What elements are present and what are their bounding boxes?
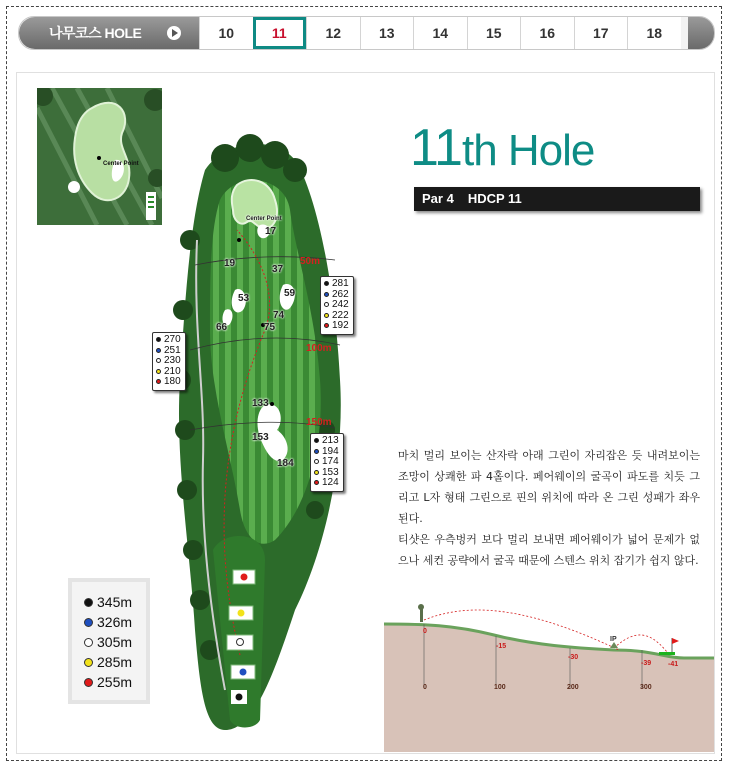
tee-color-icon <box>324 323 329 328</box>
elevation-height-label: -15 <box>496 643 507 650</box>
par-value: Par 4 <box>422 191 454 206</box>
hole-tab-10[interactable]: 10 <box>199 17 253 49</box>
elevation-height-label: -39 <box>641 660 652 667</box>
distance-mark: 153 <box>252 432 269 443</box>
hole-number: 11 <box>410 119 462 177</box>
hole-tab-12[interactable]: 12 <box>306 17 360 49</box>
ip-label: IP <box>610 636 617 643</box>
tee-color-icon <box>156 337 161 342</box>
distance-mark: 66 <box>216 322 228 333</box>
description-paragraph: 마치 멀리 보이는 산자락 아래 그린이 자리잡은 듯 내려보이는 조망이 상쾌한 파 4홀이다. 페어웨이의 굴곡이 파도를 치듯 그리고 L자 형태 그린으로 핀의 위치에 따라 온 그린 성패가 좌우된다. <box>398 449 700 525</box>
distance-mark: 133 <box>252 398 269 409</box>
yardage-value: 192 <box>332 320 349 331</box>
hole-tab-18[interactable]: 18 <box>627 17 681 49</box>
tee-color-icon <box>314 459 319 464</box>
hole-navigation <box>18 16 715 50</box>
distance-mark: 17 <box>265 226 277 237</box>
tee-color-icon <box>314 438 319 443</box>
tee-color-icon <box>84 658 93 667</box>
distance-mark: 19 <box>224 258 236 269</box>
yardage-box-right-top <box>320 276 354 335</box>
legend-row <box>84 612 146 632</box>
yardage-value: 230 <box>164 355 181 366</box>
distance-arc-label: 150m <box>306 417 332 428</box>
tee-color-icon <box>156 369 161 374</box>
distance-mark: 53 <box>238 293 250 304</box>
hdcp-value: HDCP 11 <box>467 191 522 206</box>
yardage-value: 210 <box>164 365 181 377</box>
nav-end-cap <box>688 17 714 49</box>
tee-color-icon <box>314 470 319 475</box>
yardage-row <box>156 377 181 388</box>
elevation-height-label: 0 <box>423 628 427 635</box>
hole-tab-14[interactable]: 14 <box>413 17 467 49</box>
distance-mark: 37 <box>272 264 284 275</box>
hole-tab-13[interactable]: 13 <box>360 17 414 49</box>
distance-mark: 184 <box>277 458 294 469</box>
green-minimap <box>37 88 162 225</box>
yardage-box-left <box>152 332 186 391</box>
legend-distance: 305m <box>97 634 133 650</box>
tee-color-icon <box>156 348 161 353</box>
hole-title-suffix: th Hole <box>461 126 595 175</box>
distance-arc-label: 100m <box>306 343 332 354</box>
tee-color-icon <box>324 281 329 286</box>
elevation-height-label: -30 <box>568 654 579 661</box>
hole-tabs <box>199 17 681 49</box>
yardage-value: 222 <box>332 309 349 321</box>
yardage-value: 242 <box>332 299 349 310</box>
legend-distance: 326m <box>97 614 133 630</box>
tee-legend <box>68 578 150 704</box>
yardage-value: 153 <box>322 466 339 478</box>
tee-color-icon <box>314 449 319 454</box>
legend-distance: 255m <box>97 674 133 690</box>
distance-mark: 74 <box>273 310 285 321</box>
green-center-label: Center Point <box>246 216 282 222</box>
elevation-profile <box>384 600 714 752</box>
play-arrow-icon <box>167 26 181 40</box>
hole-tab-15[interactable]: 15 <box>467 17 521 49</box>
yardage-value: 213 <box>322 435 339 446</box>
hole-tab-17[interactable]: 17 <box>574 17 628 49</box>
legend-row <box>84 672 146 692</box>
yardage-value: 194 <box>322 445 339 457</box>
yardage-row <box>324 321 349 332</box>
description-paragraph: 티샷은 우측벙커 보다 멀리 보내면 페어웨이가 넓어 문제가 없으나 세컨 공략에서 굴곡 때문에 스텐스 위치 잡기가 쉽지 않다. <box>398 533 700 567</box>
tee-color-icon <box>84 598 93 607</box>
tee-color-icon <box>314 480 319 485</box>
hole-description <box>398 445 700 571</box>
legend-row <box>84 632 146 652</box>
legend-distance: 345m <box>97 594 133 610</box>
elevation-distance-label: 100 <box>494 684 506 691</box>
yardage-row <box>314 478 339 489</box>
par-bar <box>414 187 700 211</box>
distance-mark: 59 <box>284 288 296 299</box>
elevation-height-label: -41 <box>668 661 679 668</box>
legend-row <box>84 592 146 612</box>
elevation-distance-label: 0 <box>423 684 427 691</box>
tee-color-icon <box>156 379 161 384</box>
yardage-value: 174 <box>322 456 339 467</box>
hole-tab-16[interactable]: 16 <box>520 17 574 49</box>
distance-arc-label: 50m <box>300 256 321 267</box>
center-point-label: Center Point <box>103 161 139 167</box>
tee-color-icon <box>324 292 329 297</box>
tee-color-icon <box>324 302 329 307</box>
elevation-distance-label: 300 <box>640 684 652 691</box>
yardage-value: 251 <box>164 344 181 356</box>
yardage-value: 124 <box>322 477 339 488</box>
tee-color-icon <box>324 313 329 318</box>
tee-color-icon <box>84 638 93 647</box>
course-label-text: 나무코스 HOLE <box>49 25 142 41</box>
tee-color-icon <box>84 618 93 627</box>
yardage-value: 180 <box>164 376 181 387</box>
legend-distance: 285m <box>97 654 133 670</box>
legend-row <box>84 652 146 672</box>
hole-title <box>410 118 594 178</box>
yardage-box-right-bottom <box>310 433 344 492</box>
hole-tab-11[interactable]: 11 <box>253 17 307 49</box>
yardage-value: 281 <box>332 278 349 289</box>
distance-mark: 75 <box>264 322 276 333</box>
tee-color-icon <box>156 358 161 363</box>
tee-color-icon <box>84 678 93 687</box>
elevation-distance-label: 200 <box>567 684 579 691</box>
yardage-value: 262 <box>332 288 349 300</box>
yardage-value: 270 <box>164 334 181 345</box>
